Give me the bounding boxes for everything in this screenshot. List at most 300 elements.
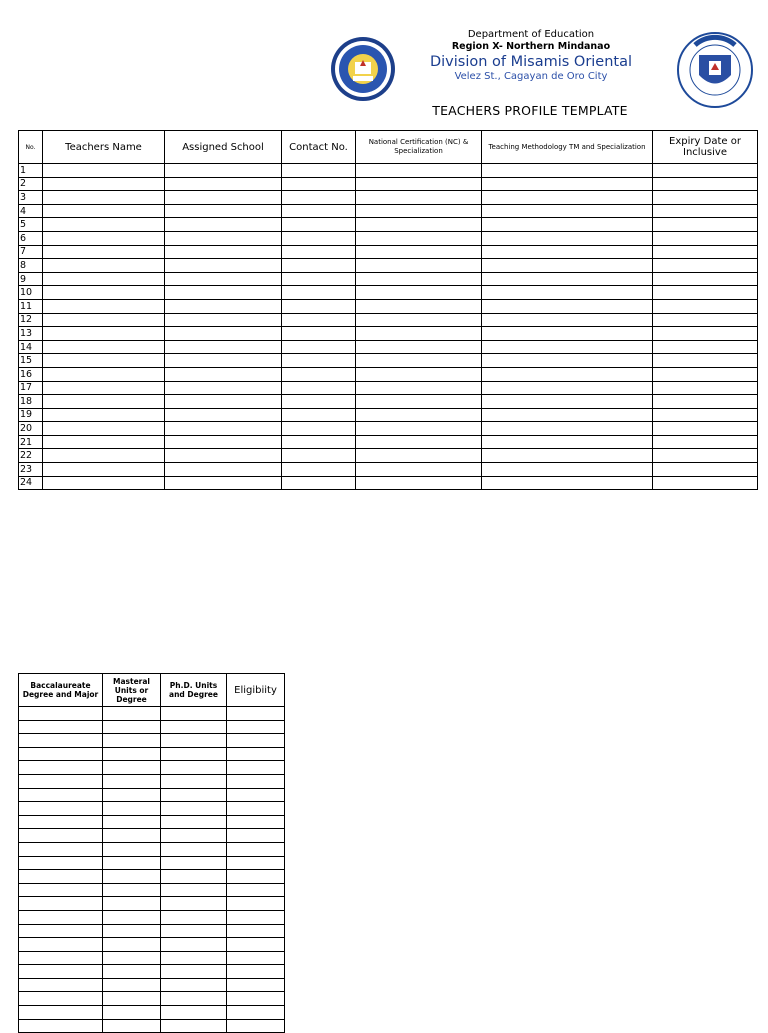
table-row [19,381,758,395]
table-row [19,924,285,938]
deped-seal-icon [330,36,396,102]
table-cell [356,177,482,191]
table-cell [19,707,103,721]
table-cell [103,1019,161,1033]
table-cell [43,449,165,463]
table-row [19,245,758,259]
table-row [19,774,285,788]
row-number: 1 [19,164,43,178]
table-cell [356,340,482,354]
table-cell [161,978,227,992]
row-number: 3 [19,191,43,205]
table-cell [227,992,285,1006]
table-row [19,842,285,856]
row-number: 2 [19,177,43,191]
table-cell [19,951,103,965]
header-assigned-school: Assigned School [165,131,282,164]
table-cell [161,992,227,1006]
table-cell [356,408,482,422]
table-cell [653,340,758,354]
table-row [19,965,285,979]
table-cell [43,327,165,341]
table-cell [227,747,285,761]
table-cell [653,367,758,381]
table-row [19,856,285,870]
table-cell [161,856,227,870]
row-number: 9 [19,272,43,286]
table-cell [227,1019,285,1033]
table-cell [103,761,161,775]
table-cell [356,259,482,273]
table-cell [43,422,165,436]
table-cell [43,395,165,409]
table-cell [19,720,103,734]
table-cell [103,870,161,884]
table-cell [227,924,285,938]
table-cell [161,924,227,938]
table-cell [282,408,356,422]
table-cell [43,218,165,232]
table-cell [653,204,758,218]
table-cell [356,191,482,205]
table-row [19,299,758,313]
table-cell [227,707,285,721]
table-cell [103,978,161,992]
teachers-table-body [19,164,758,490]
row-number: 15 [19,354,43,368]
table-cell [161,951,227,965]
education-table-body [19,707,285,1033]
table-cell [19,883,103,897]
table-cell [482,449,653,463]
table-cell [482,299,653,313]
table-cell [43,231,165,245]
table-cell [161,774,227,788]
table-row [19,463,758,477]
table-cell [227,815,285,829]
table-row [19,788,285,802]
table-cell [282,313,356,327]
table-cell [482,435,653,449]
table-cell [356,245,482,259]
table-cell [482,313,653,327]
table-cell [356,367,482,381]
table-row [19,978,285,992]
table-cell [19,761,103,775]
table-row [19,422,758,436]
table-cell [227,910,285,924]
table-cell [165,367,282,381]
table-cell [482,286,653,300]
table-cell [43,164,165,178]
header-contact-no: Contact No. [282,131,356,164]
table-cell [282,476,356,490]
table-cell [165,245,282,259]
table-cell [165,340,282,354]
table-cell [43,245,165,259]
table-cell [482,463,653,477]
table-cell [43,177,165,191]
table-cell [43,259,165,273]
table-cell [103,883,161,897]
table-cell [482,177,653,191]
row-number: 10 [19,286,43,300]
table-cell [19,734,103,748]
table-cell [103,829,161,843]
table-cell [161,747,227,761]
table-cell [653,449,758,463]
table-cell [356,164,482,178]
table-cell [227,951,285,965]
table-cell [356,476,482,490]
table-cell [19,802,103,816]
table-row [19,231,758,245]
table-cell [356,449,482,463]
table-cell [356,299,482,313]
table-cell [653,313,758,327]
table-cell [161,761,227,775]
row-number: 6 [19,231,43,245]
row-number: 8 [19,259,43,273]
table-cell [19,856,103,870]
row-number: 11 [19,299,43,313]
table-cell [103,774,161,788]
table-cell [165,449,282,463]
table-cell [165,476,282,490]
table-cell [356,218,482,232]
table-cell [227,856,285,870]
table-cell [227,870,285,884]
row-number: 23 [19,463,43,477]
table-cell [227,788,285,802]
table-cell [482,272,653,286]
table-cell [282,327,356,341]
row-number: 4 [19,204,43,218]
table-row [19,449,758,463]
table-row [19,272,758,286]
table-cell [165,313,282,327]
table-cell [282,272,356,286]
table-cell [165,381,282,395]
table-cell [161,1006,227,1020]
table-cell [19,788,103,802]
table-cell [43,381,165,395]
table-cell [482,354,653,368]
table-cell [482,327,653,341]
table-cell [653,272,758,286]
table-row [19,191,758,205]
table-cell [356,354,482,368]
table-row [19,1019,285,1033]
table-cell [282,164,356,178]
table-cell [19,978,103,992]
table-row [19,897,285,911]
table-row [19,476,758,490]
table-cell [19,747,103,761]
table-cell [356,435,482,449]
row-number: 20 [19,422,43,436]
table-cell [103,842,161,856]
table-cell [165,327,282,341]
table-row [19,707,285,721]
table-cell [103,938,161,952]
table-row [19,408,758,422]
table-cell [653,422,758,436]
table-row [19,354,758,368]
table-cell [19,924,103,938]
table-cell [103,720,161,734]
table-cell [103,924,161,938]
table-cell [653,299,758,313]
table-cell [165,354,282,368]
table-cell [482,164,653,178]
row-number: 13 [19,327,43,341]
table-cell [161,802,227,816]
table-cell [482,476,653,490]
table-cell [282,177,356,191]
table-cell [103,910,161,924]
table-cell [19,774,103,788]
table-cell [161,720,227,734]
table-row [19,286,758,300]
row-number: 17 [19,381,43,395]
table-cell [103,951,161,965]
table-cell [282,395,356,409]
table-cell [653,259,758,273]
table-cell [165,395,282,409]
table-cell [356,313,482,327]
table-row [19,435,758,449]
table-row [19,1006,285,1020]
table-cell [43,340,165,354]
table-cell [19,829,103,843]
table-row [19,883,285,897]
table-cell [482,231,653,245]
table-cell [43,313,165,327]
table-cell [282,381,356,395]
table-row [19,802,285,816]
table-row [19,395,758,409]
table-cell [43,476,165,490]
table-cell [161,788,227,802]
table-cell [43,463,165,477]
row-number: 14 [19,340,43,354]
table-cell [282,299,356,313]
header-teachers-name: Teachers Name [43,131,165,164]
table-cell [227,774,285,788]
table-row [19,910,285,924]
table-cell [653,231,758,245]
table-cell [482,395,653,409]
table-row [19,327,758,341]
table-cell [282,245,356,259]
table-row [19,734,285,748]
header-expiry-date: Expiry Date or Inclusive [653,131,758,164]
table-cell [19,992,103,1006]
table-cell [43,435,165,449]
table-cell [282,204,356,218]
table-cell [103,856,161,870]
table-cell [356,204,482,218]
table-cell [161,707,227,721]
table-cell [653,164,758,178]
table-cell [653,381,758,395]
table-cell [282,435,356,449]
row-number: 16 [19,367,43,381]
page-title: TEACHERS PROFILE TEMPLATE [432,103,628,118]
table-cell [282,463,356,477]
table-cell [653,245,758,259]
table-cell [227,965,285,979]
table-cell [227,978,285,992]
table-cell [161,870,227,884]
table-cell [103,734,161,748]
table-cell [482,408,653,422]
table-cell [653,177,758,191]
header-phd: Ph.D. Units and Degree [161,674,227,707]
table-cell [282,218,356,232]
table-cell [161,938,227,952]
table-cell [103,707,161,721]
table-cell [356,395,482,409]
table-row [19,367,758,381]
table-cell [19,870,103,884]
table-cell [165,435,282,449]
education-table [18,673,285,1033]
table-cell [227,734,285,748]
table-cell [165,164,282,178]
table-cell [103,802,161,816]
table-row [19,218,758,232]
table-cell [227,720,285,734]
table-cell [227,938,285,952]
table-cell [165,463,282,477]
table-row [19,164,758,178]
kagawaran-seal-icon [677,30,754,110]
table-cell [282,367,356,381]
header-teaching-methodology: Teaching Methodology TM and Specialization [482,131,653,164]
table-cell [482,340,653,354]
letterhead [0,26,768,96]
table-cell [165,177,282,191]
table-cell [161,910,227,924]
row-number: 18 [19,395,43,409]
table-cell [19,1006,103,1020]
row-number: 7 [19,245,43,259]
table-cell [482,218,653,232]
table-cell [165,299,282,313]
row-number: 24 [19,476,43,490]
table-cell [356,327,482,341]
table-cell [482,191,653,205]
table-cell [282,231,356,245]
table-cell [653,408,758,422]
row-number: 12 [19,313,43,327]
table-row [19,340,758,354]
table-cell [43,204,165,218]
table-cell [165,191,282,205]
table-cell [19,897,103,911]
table-cell [356,422,482,436]
table-cell [282,340,356,354]
division-address: Velez St., Cagayan de Oro City [454,71,608,82]
table-cell [227,883,285,897]
table-cell [482,422,653,436]
header-baccalaureate: Baccalaureate Degree and Major [19,674,103,707]
table-cell [161,842,227,856]
row-number: 21 [19,435,43,449]
table-cell [227,829,285,843]
table-cell [103,992,161,1006]
table-cell [356,463,482,477]
table-cell [282,191,356,205]
table-cell [653,395,758,409]
table-cell [19,965,103,979]
table-cell [653,286,758,300]
department-name: Department of Education [467,29,595,40]
table-row [19,992,285,1006]
table-cell [282,422,356,436]
row-number: 5 [19,218,43,232]
table-row [19,815,285,829]
table-cell [19,938,103,952]
table-cell [653,327,758,341]
table-cell [282,449,356,463]
table-row [19,204,758,218]
table-cell [161,1019,227,1033]
header-national-certification: National Certification (NC) & Specialization [356,131,482,164]
table-cell [43,408,165,422]
table-cell [43,191,165,205]
table-cell [165,259,282,273]
table-cell [482,245,653,259]
table-row [19,951,285,965]
table-cell [19,842,103,856]
table-cell [653,354,758,368]
table-cell [165,218,282,232]
table-row [19,761,285,775]
table-cell [43,354,165,368]
header-eligibility: Eligibiity [227,674,285,707]
table-cell [161,734,227,748]
table-cell [161,829,227,843]
table-cell [482,259,653,273]
header-no: No. [19,131,43,164]
table-cell [653,218,758,232]
table-row [19,829,285,843]
table-cell [165,286,282,300]
table-cell [19,910,103,924]
table-cell [161,965,227,979]
table-cell [653,476,758,490]
table-cell [227,842,285,856]
table-cell [653,191,758,205]
table-cell [356,381,482,395]
table-cell [103,897,161,911]
table-cell [43,367,165,381]
table-cell [43,286,165,300]
table-cell [227,802,285,816]
table-cell [19,815,103,829]
table-cell [653,435,758,449]
table-cell [161,897,227,911]
table-cell [282,259,356,273]
table-cell [103,815,161,829]
table-cell [227,761,285,775]
table-cell [482,367,653,381]
table-cell [43,272,165,286]
table-cell [356,272,482,286]
